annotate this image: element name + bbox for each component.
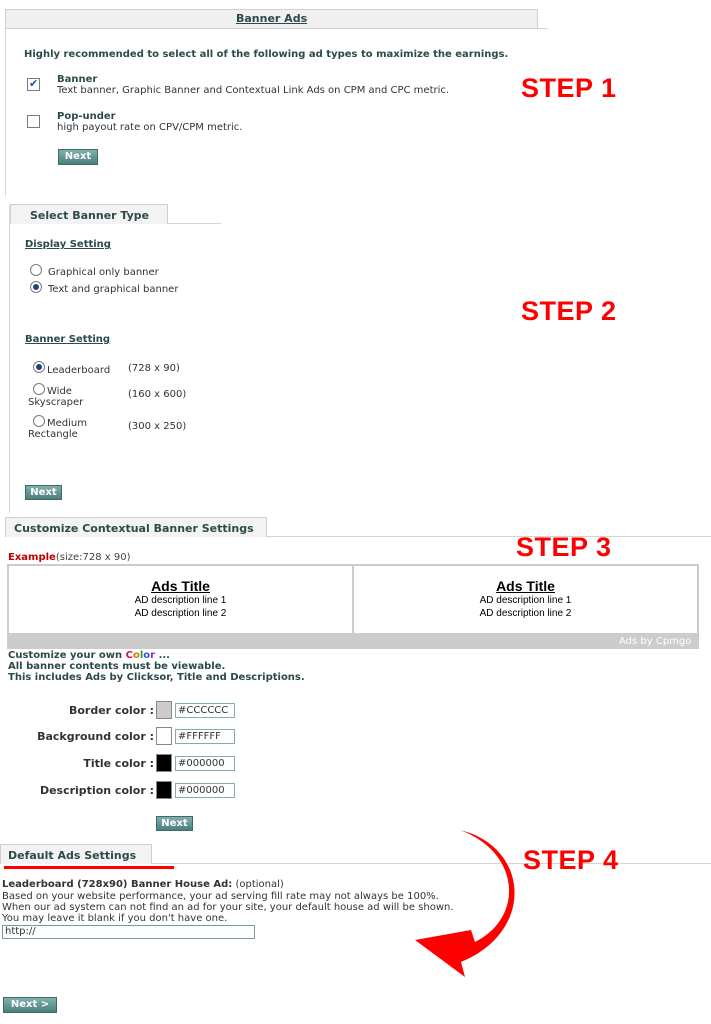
customize-prefix: Customize your own xyxy=(8,650,123,661)
step4-label: STEP 4 xyxy=(523,845,619,875)
wide-skyscraper-label-1: Wide xyxy=(47,386,72,397)
leaderboard-size: (728 x 90) xyxy=(128,363,180,374)
step2-left-border xyxy=(9,205,10,513)
wide-skyscraper-label-2: Skyscraper xyxy=(28,397,84,408)
banner-option-title: Banner xyxy=(57,74,98,85)
text-graphical-radio[interactable] xyxy=(30,281,42,293)
house-ad-title-line xyxy=(2,879,284,890)
example-caption xyxy=(8,552,130,563)
step2-next-button[interactable]: Next xyxy=(25,485,62,500)
note-includes: This includes Ads by Clicksor, Title and Descriptions. xyxy=(8,672,305,683)
step1-intro: Highly recommended to select all of the following ad types to maximize the earnings. xyxy=(24,49,509,60)
graphical-only-radio[interactable] xyxy=(30,264,42,276)
preview-footer: Ads by Cpmgo xyxy=(619,636,692,647)
leaderboard-label: Leaderboard xyxy=(47,365,111,376)
note-viewable: All banner contents must be viewable. xyxy=(8,661,226,672)
step1-left-border xyxy=(5,10,6,196)
customize-color-line xyxy=(8,650,170,661)
preview-ad-1-title[interactable]: Ads Title xyxy=(151,578,210,594)
preview-ad-2-line2: AD description line 2 xyxy=(479,608,572,619)
house-ad-line3: You may leave it blank if you don't have one. xyxy=(2,913,228,924)
step2-tab-line xyxy=(168,223,221,224)
banner-option-desc: Text banner, Graphic Banner and Contextual Link Ads on CPM and CPC metric. xyxy=(57,85,450,96)
house-ad-title: Leaderboard (728x90) Banner House Ad: xyxy=(2,879,233,890)
customize-color-word: Color xyxy=(125,650,156,661)
background-color-label: Background color : xyxy=(37,730,154,743)
house-ad-line2: When our ad system can not find an ad for your site, your default house ad will be shown. xyxy=(2,902,454,913)
example-label: Example xyxy=(8,552,56,563)
wide-skyscraper-radio[interactable] xyxy=(33,383,45,395)
step3-tab-line xyxy=(267,536,711,537)
preview-ad-2 xyxy=(354,566,697,633)
display-setting-heading: Display Setting xyxy=(25,239,111,250)
medium-rectangle-label-1: Medium xyxy=(47,418,87,429)
preview-ad-1 xyxy=(9,566,352,633)
step2-tab-title: Select Banner Type xyxy=(30,209,150,222)
border-color-swatch[interactable] xyxy=(156,701,172,719)
border-color-label: Border color : xyxy=(68,704,154,717)
medium-rectangle-label-2: Rectangle xyxy=(28,429,78,440)
medium-rectangle-size: (300 x 250) xyxy=(128,421,187,432)
step4-tab[interactable] xyxy=(0,844,152,864)
text-graphical-label: Text and graphical banner xyxy=(48,284,179,295)
step1-next-button[interactable]: Next xyxy=(58,149,98,165)
house-ad-optional: (optional) xyxy=(235,879,284,890)
step3-tab-title: Customize Contextual Banner Settings xyxy=(14,522,254,535)
step1-tab-title[interactable]: Banner Ads xyxy=(236,12,308,25)
popunder-checkbox[interactable] xyxy=(27,115,40,128)
title-color-label: Title color : xyxy=(83,757,154,770)
graphical-only-label: Graphical only banner xyxy=(48,267,159,278)
leaderboard-radio[interactable] xyxy=(33,361,45,373)
description-color-label: Description color : xyxy=(39,784,154,797)
wide-skyscraper-size: (160 x 600) xyxy=(128,389,187,400)
preview-ad-2-title[interactable]: Ads Title xyxy=(496,578,555,594)
step2-label: STEP 2 xyxy=(521,296,617,326)
step2-tab[interactable] xyxy=(10,204,168,224)
preview-ad-1-line1: AD description line 1 xyxy=(134,595,227,606)
medium-rectangle-radio[interactable] xyxy=(33,415,45,427)
house-ad-line1: Based on your website performance, your ad serving fill rate may not always be 100%. xyxy=(2,891,439,902)
description-color-swatch[interactable] xyxy=(156,781,172,799)
popunder-option-desc: high payout rate on CPV/CPM metric. xyxy=(57,122,243,133)
step4-next-button[interactable]: Next > xyxy=(3,997,57,1013)
example-size: (size:728 x 90) xyxy=(55,552,131,563)
background-color-swatch[interactable] xyxy=(156,727,172,745)
title-color-swatch[interactable] xyxy=(156,754,172,772)
description-color-input[interactable]: #000000 xyxy=(175,783,235,798)
border-color-input[interactable]: #CCCCCC xyxy=(175,703,235,718)
background-color-input[interactable]: #FFFFFF xyxy=(175,729,235,744)
title-color-input[interactable]: #000000 xyxy=(175,756,235,771)
popunder-option-title: Pop-under xyxy=(57,111,116,122)
step4-tab-title: Default Ads Settings xyxy=(8,849,137,862)
preview-ad-2-line1: AD description line 1 xyxy=(479,595,572,606)
step4-red-underline xyxy=(4,866,174,869)
banner-setting-heading: Banner Setting xyxy=(25,334,111,345)
red-curved-arrow-icon xyxy=(405,822,530,982)
preview-ad-1-line2: AD description line 2 xyxy=(134,608,227,619)
step3-label: STEP 3 xyxy=(516,532,612,562)
step3-next-button[interactable]: Next xyxy=(156,816,193,831)
customize-suffix: ... xyxy=(158,650,170,661)
banner-checkbox[interactable] xyxy=(27,78,40,91)
step3-tab[interactable] xyxy=(5,517,267,537)
house-ad-url-input[interactable]: http:// xyxy=(2,925,255,939)
step1-label: STEP 1 xyxy=(521,73,617,103)
step1-tab-line xyxy=(538,28,548,29)
